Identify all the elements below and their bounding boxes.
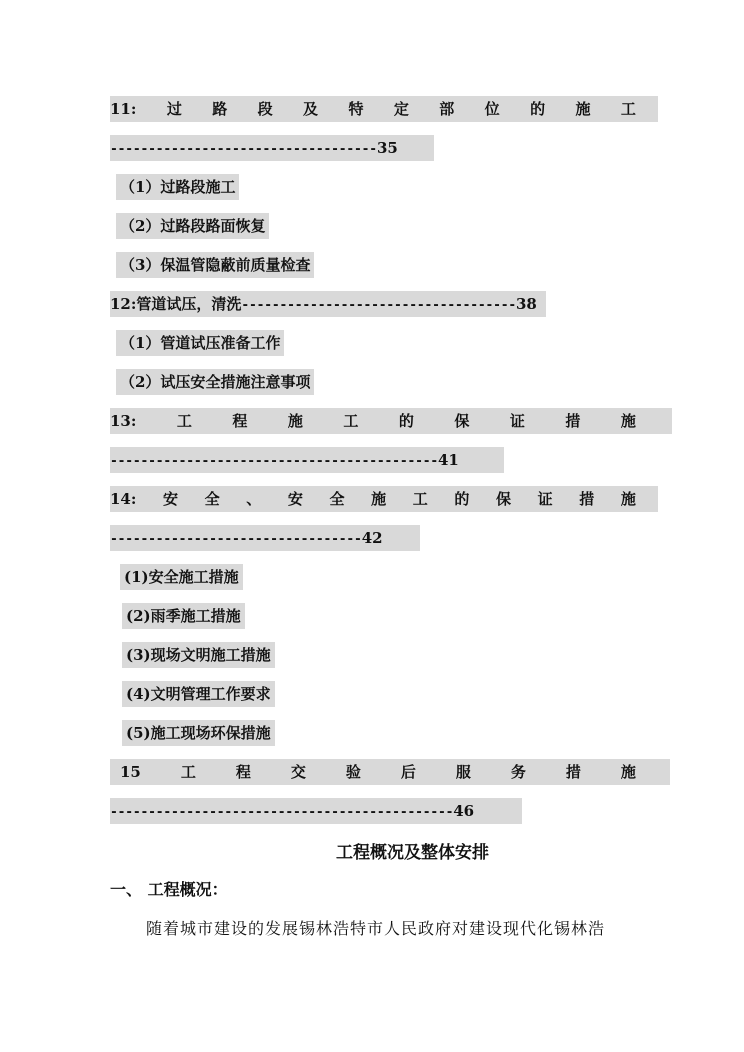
toc-item-11-char: 段: [257, 100, 273, 118]
toc-page-number: 46: [453, 802, 475, 820]
toc-item-13-char: 的: [398, 412, 414, 430]
toc-item-11-char: 过: [166, 100, 182, 118]
toc-item-14-char: 证: [537, 490, 553, 508]
toc-sub-14-3[interactable]: (3)现场文明施工措施: [122, 642, 275, 668]
toc-item-11-num: 11:: [110, 100, 137, 118]
toc-leader-dashes: ------------------------------------: [241, 298, 516, 313]
toc-item-14-char: 全: [204, 490, 220, 508]
toc-item-13-char: 施: [287, 412, 303, 430]
toc-leader-dashes: ---------------------------------: [110, 532, 362, 547]
toc-item-14[interactable]: [110, 486, 658, 512]
toc-item-11-char: 的: [530, 100, 546, 118]
toc-item-14-char: 的: [454, 490, 470, 508]
toc-item-13-char: 保: [454, 412, 470, 430]
toc-item-11[interactable]: [110, 96, 658, 122]
toc-item-15-char: 措: [565, 763, 581, 781]
toc-sub-14-5[interactable]: (5)施工现场环保措施: [122, 720, 275, 746]
toc-page-number: 42: [361, 529, 383, 547]
toc-item-14-char: 措: [579, 490, 595, 508]
toc-item-15-num: 15: [120, 763, 141, 781]
toc-item-14-char: 工: [412, 490, 428, 508]
toc-item-15-char: 工: [180, 763, 196, 781]
toc-page-number: 38: [515, 295, 537, 313]
toc-item-15-leader[interactable]: [110, 798, 522, 824]
toc-item-11-char: 工: [620, 100, 636, 118]
toc-leader-dashes: -------------------------------------------: [110, 454, 438, 469]
toc-item-14-char: 施: [371, 490, 387, 508]
toc-item-12[interactable]: [110, 291, 546, 317]
toc-page-number: 35: [376, 139, 398, 157]
toc-item-13[interactable]: [110, 408, 672, 434]
toc-item-13-char: 施: [620, 412, 636, 430]
toc-item-15-char: 施: [620, 763, 636, 781]
toc-item-11-char: 施: [575, 100, 591, 118]
toc-item-11-char: 定: [393, 100, 409, 118]
toc-item-14-char: 全: [329, 490, 345, 508]
toc-item-11-char: 及: [303, 100, 319, 118]
toc-item-15[interactable]: [110, 759, 670, 785]
toc-item-12-text: 12:管道试压，清洗: [110, 295, 242, 313]
toc-item-15-char: 程: [235, 763, 251, 781]
toc-sub-11-3[interactable]: （3）保温管隐蔽前质量检查: [116, 252, 314, 278]
toc-item-14-char: 安: [287, 490, 303, 508]
toc-item-11-char: 部: [439, 100, 455, 118]
toc-item-11-leader[interactable]: [110, 135, 434, 161]
body-paragraph: 随着城市建设的发展锡林浩特市人民政府对建设现代化锡林浩: [146, 919, 606, 938]
toc-item-13-char: 工: [176, 412, 192, 430]
toc-sub-11-1[interactable]: （1）过路段施工: [116, 174, 239, 200]
toc-item-13-char: 措: [565, 412, 581, 430]
document-title: 工程概况及整体安排: [336, 843, 489, 863]
toc-item-11-char: 特: [348, 100, 364, 118]
toc-item-14-char: 安: [163, 490, 179, 508]
toc-item-13-leader[interactable]: [110, 447, 504, 473]
toc-item-11-char: 路: [212, 100, 228, 118]
toc-sub-12-2[interactable]: （2）试压安全措施注意事项: [116, 369, 314, 395]
toc-item-15-char: 交: [290, 763, 306, 781]
toc-sub-12-1[interactable]: （1）管道试压准备工作: [116, 330, 284, 356]
toc-item-13-num: 13:: [110, 412, 137, 430]
toc-sub-14-2[interactable]: (2)雨季施工措施: [122, 603, 245, 629]
toc-item-15-char: 服: [455, 763, 471, 781]
toc-item-14-num: 14:: [110, 490, 137, 508]
toc-item-15-char: 务: [510, 763, 526, 781]
toc-item-14-char: 、: [246, 490, 262, 508]
toc-item-15-char: 验: [345, 763, 361, 781]
toc-item-15-char: 后: [400, 763, 416, 781]
section-heading: 一、 工程概况：: [110, 880, 228, 899]
toc-leader-dashes: ---------------------------------------------: [110, 805, 454, 820]
toc-item-13-char: 程: [232, 412, 248, 430]
toc-sub-11-2[interactable]: （2）过路段路面恢复: [116, 213, 269, 239]
toc-item-14-char: 施: [620, 490, 636, 508]
toc-item-13-char: 工: [343, 412, 359, 430]
toc-leader-dashes: -----------------------------------: [110, 142, 377, 157]
toc-sub-14-4[interactable]: (4)文明管理工作要求: [122, 681, 275, 707]
toc-item-14-char: 保: [496, 490, 512, 508]
toc-item-13-char: 证: [509, 412, 525, 430]
toc-sub-14-1[interactable]: (1)安全施工措施: [120, 564, 243, 590]
toc-page-number: 41: [437, 451, 459, 469]
toc-item-14-leader[interactable]: [110, 525, 420, 551]
toc-item-11-char: 位: [484, 100, 500, 118]
